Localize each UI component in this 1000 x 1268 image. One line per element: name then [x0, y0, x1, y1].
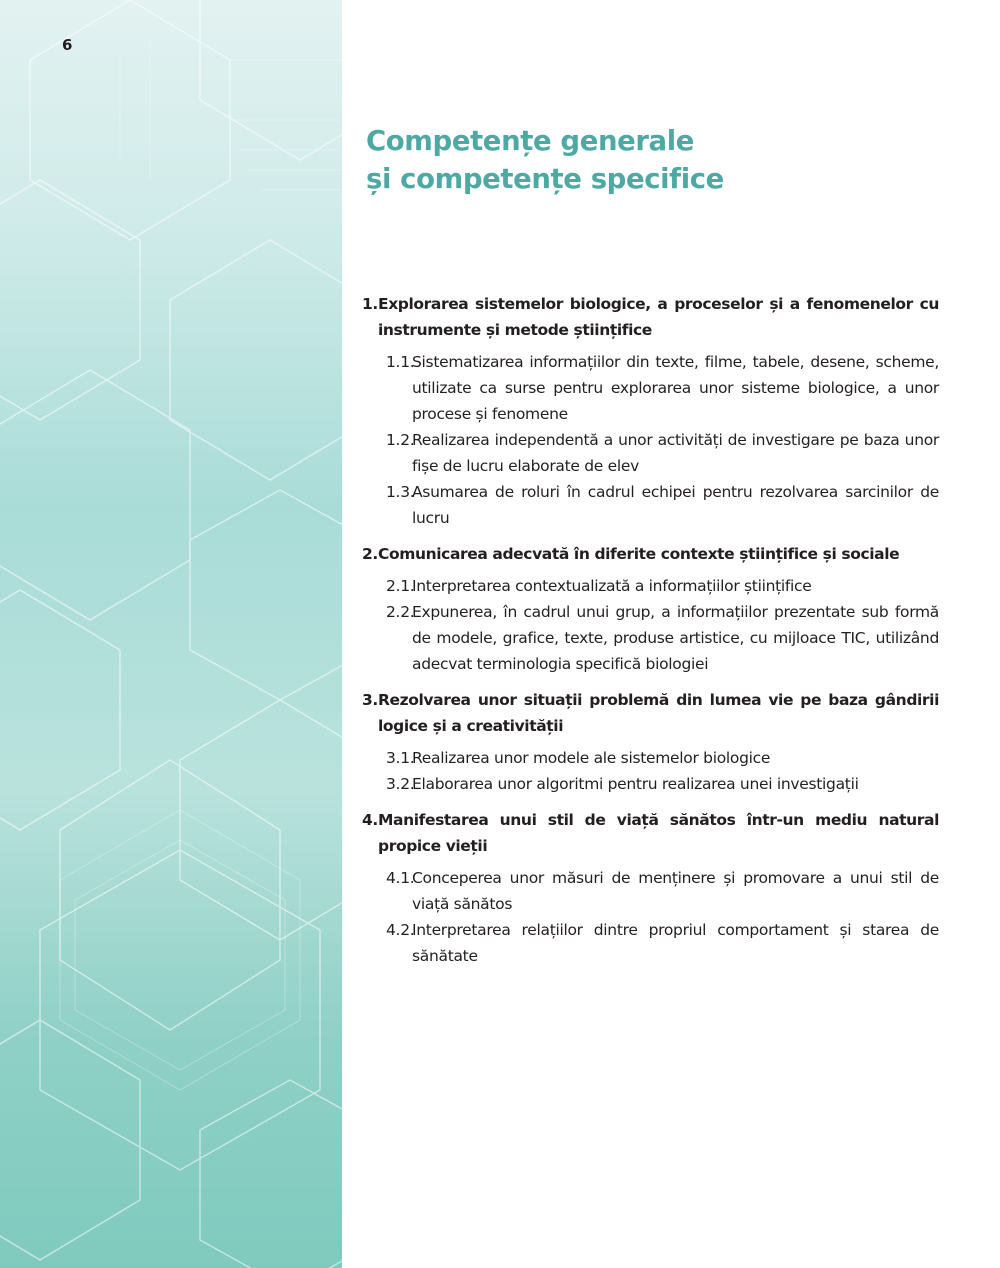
competence-heading [362, 807, 939, 859]
competence-group-3 [362, 687, 939, 797]
competence-title: Rezolvarea unor situații problemă din lumea vie pe baza gândirii logice și a creativității [378, 691, 939, 735]
item-number: 3.2. [386, 775, 415, 793]
competence-group-4 [362, 807, 939, 969]
item-text: Realizarea unor modele ale sistemelor biologice [412, 749, 771, 767]
competence-title: Explorarea sistemelor biologice, a proceselor și a fenomenelor cu instrumente și metode științifice [378, 295, 939, 339]
competence-number: 1. [362, 295, 378, 313]
specific-competence-item [362, 479, 939, 531]
competence-title: Comunicarea adecvată în diferite contexte științifice și sociale [378, 545, 900, 563]
item-text: Interpretarea contextualizată a informațiilor științifice [412, 577, 812, 595]
item-number: 4.1. [386, 869, 415, 887]
specific-competence-item [362, 917, 939, 969]
item-number: 3.1. [386, 749, 415, 767]
decorative-side-panel [0, 0, 342, 1268]
item-text: Sistematizarea informațiilor din texte, filme, tabele, desene, scheme, utilizate ca surse pentru explorarea unor sisteme biologice, a unor procese și fenomene [412, 353, 939, 423]
page-title [366, 122, 966, 198]
item-text: Asumarea de roluri în cadrul echipei pentru rezolvarea sarcinilor de lucru [412, 483, 939, 527]
specific-competence-item [362, 349, 939, 427]
page-title-line-1: Competențe generale [366, 125, 694, 157]
item-text: Elaborarea unor algoritmi pentru realizarea unei investigații [412, 775, 859, 793]
competence-number: 4. [362, 811, 378, 829]
specific-competence-item [362, 865, 939, 917]
specific-competence-item [362, 427, 939, 479]
item-number: 2.2. [386, 603, 415, 621]
item-number: 1.1. [386, 353, 415, 371]
item-number: 2.1. [386, 577, 415, 595]
specific-competence-item [362, 573, 939, 599]
item-number: 1.2. [386, 431, 415, 449]
item-text: Conceperea unor măsuri de menținere și promovare a unui stil de viață sănătos [412, 869, 939, 913]
item-text: Interpretarea relațiilor dintre propriul comportament și starea de sănătate [412, 921, 939, 965]
competence-heading [362, 291, 939, 343]
item-text: Realizarea independentă a unor activități de investigare pe baza unor fișe de lucru elaborate de elev [412, 431, 939, 475]
competence-number: 3. [362, 691, 378, 709]
competence-group-2 [362, 541, 939, 677]
specific-competence-item [362, 745, 939, 771]
item-text: Expunerea, în cadrul unui grup, a informațiilor prezentate sub formă de modele, grafice, texte, produse artistice, cu mijloace TIC, utilizând adecvat terminologia specifică biologiei [412, 603, 939, 673]
specific-competence-item [362, 599, 939, 677]
item-number: 1.3. [386, 483, 415, 501]
page-number: 6 [62, 36, 73, 54]
specific-competence-item [362, 771, 939, 797]
competence-group-1 [362, 291, 939, 531]
competences-list [362, 291, 939, 979]
competence-heading [362, 541, 939, 567]
hexagon-pattern-decoration [0, 0, 342, 1268]
item-number: 4.2. [386, 921, 415, 939]
competence-heading [362, 687, 939, 739]
competence-title: Manifestarea unui stil de viață sănătos într-un mediu natural propice vieții [378, 811, 939, 855]
page-title-line-2: și competențe specifice [366, 163, 724, 195]
competence-number: 2. [362, 545, 378, 563]
